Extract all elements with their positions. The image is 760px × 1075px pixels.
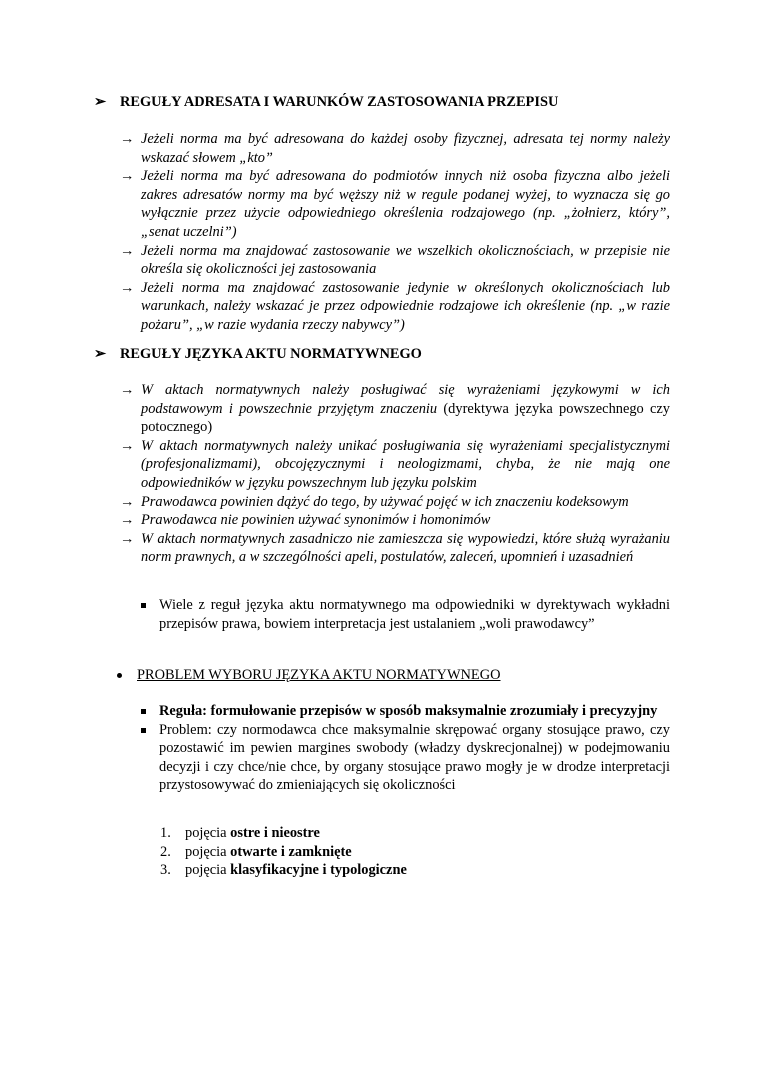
list-item xyxy=(141,596,670,633)
list-item xyxy=(120,242,670,279)
square-bullet-icon xyxy=(141,728,146,733)
arrow-bullet-icon: → xyxy=(120,242,135,259)
arrow-bullet-icon: → xyxy=(120,279,135,296)
arrowhead-bullet-icon: ➢ xyxy=(94,94,107,110)
arrow-bullet-icon: → xyxy=(120,168,135,185)
note-block xyxy=(141,596,670,633)
list-item xyxy=(120,130,670,167)
problem-text: Problem: czy normodawca chce maksymalnie skrępować organy stosujące prawo, czy pozostawić im pewien margines swobody (władzy dyskrecjonalnej) w podejmowaniu decyzji i czy chce/nie chce, by organy stosujące prawo mogły je w drodze interpretacji przystosowywać do zmieniających się okoliczności xyxy=(159,721,670,794)
arrow-bullet-icon: → xyxy=(120,382,135,398)
numbered-item xyxy=(160,824,560,843)
arrow-bullet-icon: → xyxy=(120,493,135,510)
problem-list xyxy=(141,702,670,795)
round-bullet-icon xyxy=(117,673,122,678)
arrow-list-adresata xyxy=(120,130,670,335)
square-bullet-icon xyxy=(141,603,146,608)
section-title: REGUŁY JĘZYKA AKTU NORMATYWNEGO xyxy=(120,346,422,362)
arrow-bullet-icon: → xyxy=(120,530,135,547)
numbered-item xyxy=(160,843,560,862)
list-item-text: Jeżeli norma ma być adresowana do podmiotów innych niż osoba fizyczna albo jeżeli zakres adresatów normy ma być węższy niż w regule podanej wyżej, to wyznacza się go wyłącznie przez użycie odpowiedniego określenia rodzajowego (np. „żołnierz, który”, „senat uczelni”) xyxy=(141,168,670,240)
item-number: 3. xyxy=(160,862,171,879)
list-item xyxy=(120,279,670,335)
list-item-plain-text: (dyrektywa języka powszechnego czy potocznego) xyxy=(141,400,670,436)
list-item-text: Jeżeli norma ma znajdować zastosowanie jedynie w określonych okolicznościach lub warunkach, należy wskazać je przez odpowiednie rodzajowe ich określenie (np. „w razie pożaru”, „w razie wydania rzeczy nabywcy”) xyxy=(141,279,670,333)
list-item xyxy=(120,493,670,512)
list-item-text: W aktach normatywnych należy unikać posługiwania się wyrażeniami specjalistycznymi (profesjonalizmami), obcojęzycznymi i neologizmami, chyba, że nie mają one odpowiedników w języku powszechnym lub języku polskim xyxy=(141,437,670,491)
item-bold-text: ostre i nieostre xyxy=(230,825,320,841)
list-item-italic-text: W aktach normatywnych należy posługiwać się wyrażeniami językowymi w ich podstawowym i powszechnie przyjętym znaczeniu xyxy=(141,382,670,417)
item-number: 1. xyxy=(160,825,171,841)
section-heading-jezyk xyxy=(94,345,654,364)
section-title: REGUŁY ADRESATA I WARUNKÓW ZASTOSOWANIA PRZEPISU xyxy=(120,94,559,110)
item-bold-text: klasyfikacyjne i typologiczne xyxy=(230,862,407,879)
numbered-item xyxy=(160,861,560,880)
item-prefix: pojęcia xyxy=(185,825,231,841)
square-bullet-icon xyxy=(141,709,146,714)
arrow-list-jezyk xyxy=(120,381,670,567)
item-prefix: pojęcia xyxy=(185,862,231,879)
section-heading-problem xyxy=(117,666,537,685)
item-bold-text: otwarte i zamknięte xyxy=(230,843,352,860)
list-item-text: Jeżeli norma ma być adresowana do każdej osoby fizycznej, adresata tej normy należy wskazać słowem „kto” xyxy=(141,131,670,166)
list-item xyxy=(120,437,670,493)
list-item-text: Prawodawca powinien dążyć do tego, by używać pojęć w ich znaczeniu kodeksowym xyxy=(141,493,629,510)
numbered-list xyxy=(160,824,560,880)
arrow-bullet-icon: → xyxy=(120,131,135,147)
item-number: 2. xyxy=(160,843,171,860)
note-text: Wiele z reguł języka aktu normatywnego ma odpowiedniki w dyrektywach wykładni przepisów prawa, bowiem interpretacja jest ustalaniem „woli prawodawcy” xyxy=(159,597,670,632)
item-prefix: pojęcia xyxy=(185,843,231,860)
list-item xyxy=(120,381,670,437)
arrow-bullet-icon: → xyxy=(120,512,135,529)
list-item-text xyxy=(141,381,670,437)
arrow-bullet-icon: → xyxy=(120,437,135,454)
section-title: PROBLEM WYBORU JĘZYKA AKTU NORMATYWNEGO xyxy=(137,667,501,683)
list-item-text: Prawodawca nie powinien używać synonimów i homonimów xyxy=(141,512,491,529)
rule-text: Reguła: formułowanie przepisów w sposób maksymalnie zrozumiały i precyzyjny xyxy=(159,703,658,719)
list-item-text: Jeżeli norma ma znajdować zastosowanie we wszelkich okolicznościach, w przepisie nie określa się okoliczności jej zastosowania xyxy=(141,242,670,278)
list-item-text: W aktach normatywnych zasadniczo nie zamieszcza się wypowiedzi, które służą wyrażaniu norm prawnych, a w szczególności apeli, postulatów, zaleceń, upomnień i uzasadnień xyxy=(141,530,670,566)
list-item xyxy=(120,530,670,567)
list-item xyxy=(120,167,670,241)
arrowhead-bullet-icon: ➢ xyxy=(94,346,107,362)
section-heading-adresata xyxy=(94,93,654,112)
list-item xyxy=(120,511,670,530)
list-item xyxy=(141,721,670,795)
list-item xyxy=(141,702,670,721)
